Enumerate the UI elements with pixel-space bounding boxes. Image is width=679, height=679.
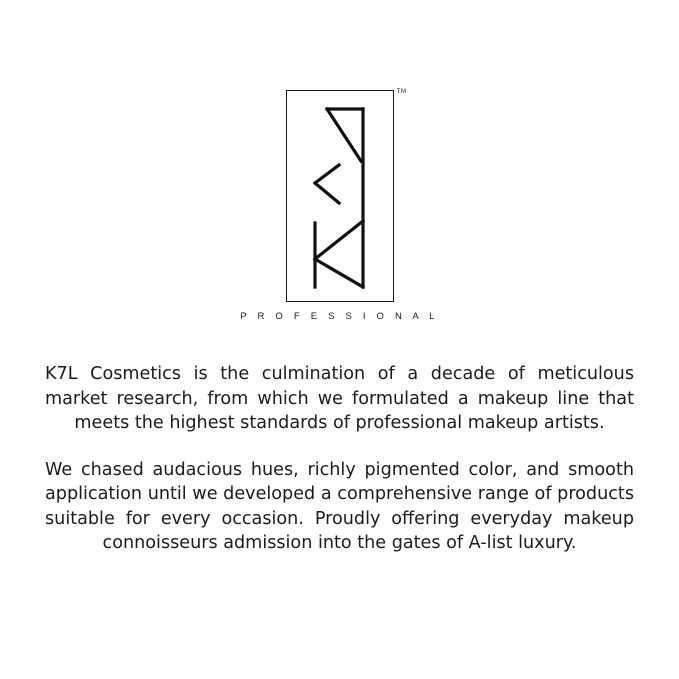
logo-subtitle: P R O F E S S I O N A L <box>240 311 439 322</box>
trademark-icon: TM <box>396 89 407 95</box>
k7l-monogram-icon <box>287 91 395 303</box>
brand-logo-block <box>0 90 679 322</box>
logo-frame <box>286 89 407 302</box>
paragraph-two: We chased audacious hues, richly pigmented color, and smooth application until we developed a comprehensive range of products suitable for every occasion. Proudly offering everyday makeup connoisseurs admission into the gates of A-list luxury. <box>45 459 634 553</box>
paragraph-one: K7L Cosmetics is the culmination of a decade of meticulous market research, from which we formulated a makeup line that meets the highest standards of professional makeup artists. <box>45 364 634 433</box>
description-text-block <box>45 362 634 556</box>
